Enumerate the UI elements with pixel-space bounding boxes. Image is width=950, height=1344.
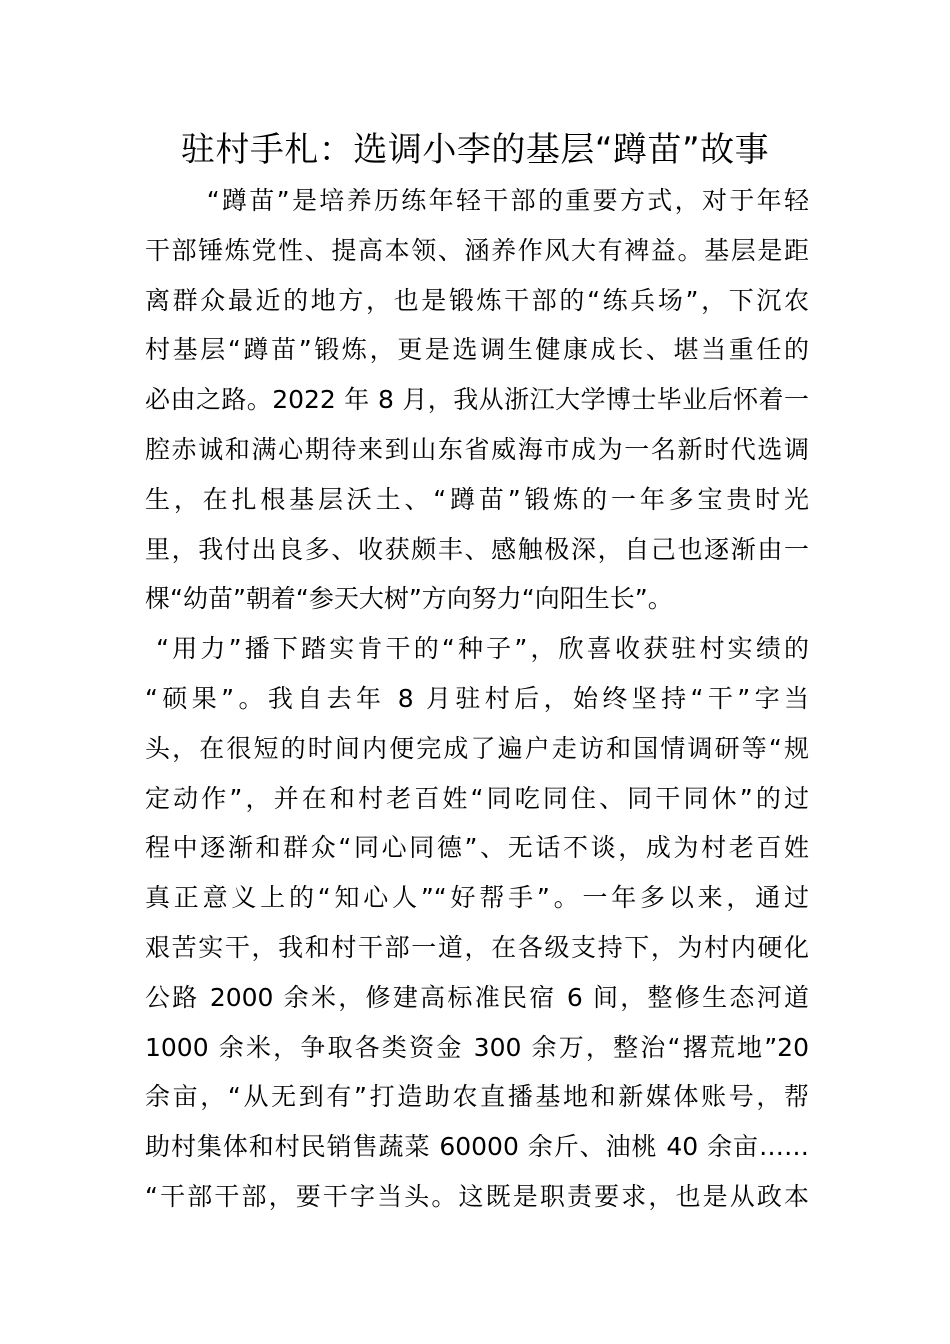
text-line: 必由之路。2022 年 8 月，我从浙江大学博士毕业后怀着一 [145,385,809,415]
document-title: 驻村手札：选调小李的基层“蹲苗”故事 [180,130,770,170]
text-line: 程中逐渐和群众“同心同德”、无话不谈，成为村老百姓 [145,833,809,863]
text-line: 定动作”，并在和村老百姓“同吃同住、同干同休”的过 [145,783,809,813]
text-line: 干部锤炼党性、提高本领、涵养作风大有裨益。基层是距 [145,235,809,265]
text-line: 棵“幼苗”朝着“参天大树”方向努力“向阳生长”。 [145,584,673,614]
text-line: 村基层“蹲苗”锻炼，更是选调生健康成长、堪当重任的 [145,335,809,365]
text-line: “干部干部，要干字当头。这既是职责要求，也是从政本 [145,1181,809,1211]
text-line: 助村集体和村民销售蔬菜 60000 余斤、油桃 40 余亩…… [145,1132,809,1162]
document-body [145,176,809,1222]
text-line: 里，我付出良多、收获颇丰、感触极深，自己也逐渐由一 [145,534,809,564]
text-line: “用力”播下踏实肯干的“种子”，欣喜收获驻村实绩的 [145,634,809,664]
text-line: 离群众最近的地方，也是锻炼干部的“练兵场”，下沉农 [145,285,809,315]
text-line: 艰苦实干，我和村干部一道，在各级支持下，为村内硬化 [145,932,809,962]
text-line: 公路 2000 余米，修建高标准民宿 6 间，整修生态河道 [145,982,809,1012]
text-line: 腔赤诚和满心期待来到山东省威海市成为一名新时代选调 [145,434,809,464]
text-line: “硕果”。我自去年 8 月驻村后，始终坚持“干”字当 [145,683,809,713]
text-line: “蹲苗”是培养历练年轻干部的重要方式，对于年轻 [145,186,809,215]
text-line: 头，在很短的时间内便完成了遍户走访和国情调研等“规 [145,733,809,763]
text-line: 生，在扎根基层沃土、“蹲苗”锻炼的一年多宝贵时光 [145,484,809,514]
text-line: 真正意义上的“知心人”“好帮手”。一年多以来，通过 [145,883,809,913]
text-line: 1000 余米，争取各类资金 300 余万，整治“撂荒地”20 [145,1032,809,1062]
text-line: 余亩，“从无到有”打造助农直播基地和新媒体账号，帮 [145,1082,809,1112]
